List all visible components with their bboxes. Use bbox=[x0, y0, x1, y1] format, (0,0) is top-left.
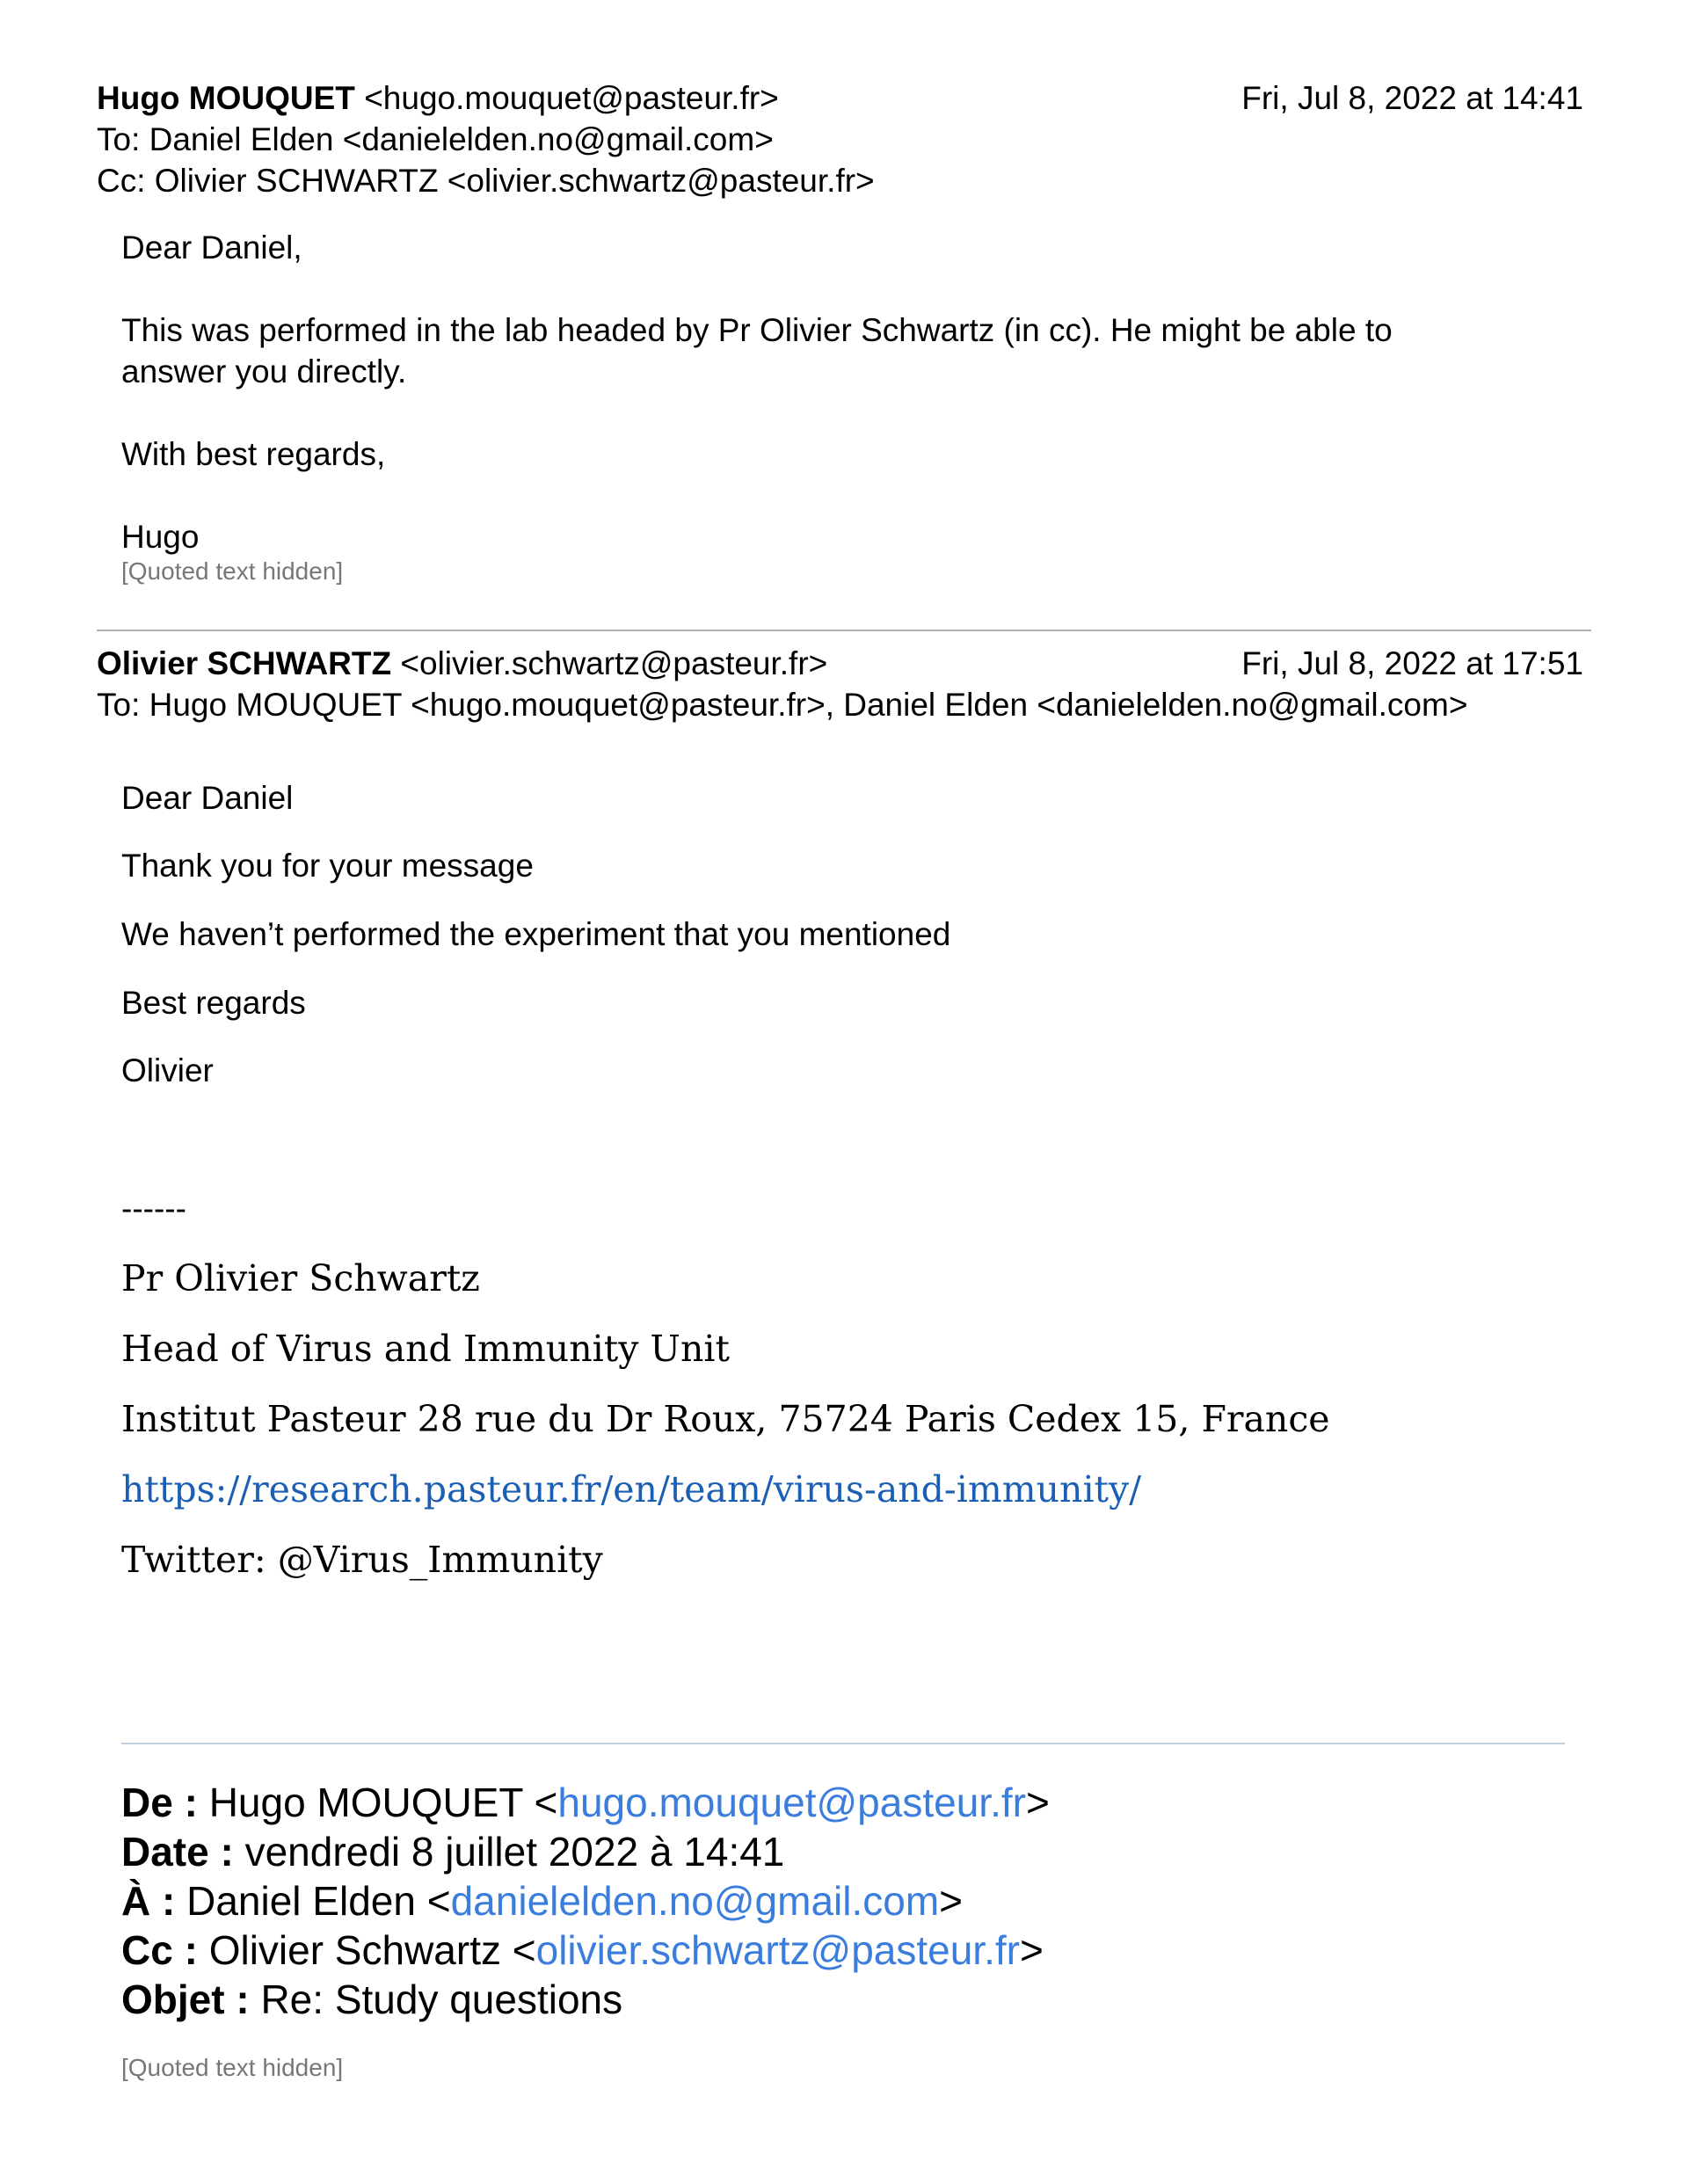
forward-date-label: Date : bbox=[121, 1829, 234, 1875]
message1-sender-email[interactable]: <hugo.mouquet@pasteur.fr> bbox=[364, 80, 779, 116]
forward-subject-row bbox=[121, 1975, 622, 2024]
signature-separator: ------ bbox=[121, 1190, 186, 1227]
forward-cc-name: Olivier Schwartz < bbox=[208, 1927, 536, 1973]
message2-date: Fri, Jul 8, 2022 at 17:51 bbox=[1241, 645, 1583, 681]
message1-signature: Hugo bbox=[121, 519, 200, 555]
signature-name: Pr Olivier Schwartz bbox=[121, 1257, 480, 1299]
forward-from-name: Hugo MOUQUET < bbox=[208, 1780, 558, 1825]
forward-divider bbox=[121, 1743, 1565, 1744]
message2-sender-name[interactable]: Olivier SCHWARTZ bbox=[97, 645, 392, 681]
message1-date: Fri, Jul 8, 2022 at 14:41 bbox=[1241, 80, 1583, 116]
message1-cc-line: Cc: Olivier SCHWARTZ <olivier.schwartz@pasteur.fr> bbox=[97, 163, 875, 199]
message2-header-from bbox=[97, 643, 827, 685]
forward-from-close: > bbox=[1025, 1780, 1050, 1825]
forward-quoted-text-toggle[interactable]: [Quoted text hidden] bbox=[121, 2054, 344, 2081]
message2-sender-email[interactable]: <olivier.schwartz@pasteur.fr> bbox=[400, 645, 828, 681]
message1-paragraph-line1: This was performed in the lab headed by Pr Olivier Schwartz (in cc). He might be able to bbox=[121, 312, 1393, 348]
forward-from-label: De : bbox=[121, 1780, 198, 1825]
forward-from-row bbox=[121, 1778, 1050, 1827]
message2-thanks: Thank you for your message bbox=[121, 848, 534, 884]
message1-quoted-text-toggle[interactable]: [Quoted text hidden] bbox=[121, 557, 344, 585]
forward-cc-email-link[interactable]: olivier.schwartz@pasteur.fr bbox=[535, 1927, 1020, 1973]
message1-header-from bbox=[97, 77, 779, 120]
forward-date-row bbox=[121, 1827, 784, 1876]
message1-sender-name[interactable]: Hugo MOUQUET bbox=[97, 80, 355, 116]
signature-address: Institut Pasteur 28 rue du Dr Roux, 75724 Paris Cedex 15, France bbox=[121, 1398, 1330, 1440]
forward-to-close: > bbox=[939, 1878, 964, 1924]
forward-from-email-link[interactable]: hugo.mouquet@pasteur.fr bbox=[557, 1780, 1026, 1825]
forward-subject-value: Re: Study questions bbox=[260, 1977, 623, 2022]
forward-to-row bbox=[121, 1876, 963, 1926]
message2-greeting: Dear Daniel bbox=[121, 780, 294, 816]
signature-url-link[interactable]: https://research.pasteur.fr/en/team/virus-and-immunity/ bbox=[121, 1468, 1142, 1511]
message2-signature: Olivier bbox=[121, 1052, 214, 1088]
signature-twitter: Twitter: @Virus_Immunity bbox=[121, 1539, 603, 1581]
message2-closing: Best regards bbox=[121, 985, 306, 1021]
message1-to-line: To: Daniel Elden <danielelden.no@gmail.com> bbox=[97, 121, 774, 157]
forward-cc-label: Cc : bbox=[121, 1927, 198, 1973]
signature-title: Head of Virus and Immunity Unit bbox=[121, 1328, 730, 1370]
forward-cc-close: > bbox=[1019, 1927, 1044, 1973]
message1-paragraph-line2: answer you directly. bbox=[121, 353, 407, 389]
message-divider bbox=[97, 630, 1591, 631]
forward-to-label: À : bbox=[121, 1878, 176, 1924]
message1-greeting: Dear Daniel, bbox=[121, 229, 302, 266]
forward-cc-row bbox=[121, 1926, 1044, 1975]
forward-date-value: vendredi 8 juillet 2022 à 14:41 bbox=[244, 1829, 785, 1875]
forward-to-email-link[interactable]: danielelden.no@gmail.com bbox=[450, 1878, 940, 1924]
forward-subject-label: Objet : bbox=[121, 1977, 250, 2022]
forward-to-name: Daniel Elden < bbox=[186, 1878, 451, 1924]
message1-closing: With best regards, bbox=[121, 436, 386, 472]
message2-statement: We haven’t performed the experiment that you mentioned bbox=[121, 916, 951, 952]
message2-to-line: To: Hugo MOUQUET <hugo.mouquet@pasteur.fr>, Daniel Elden <danielelden.no@gmail.com> bbox=[97, 687, 1468, 723]
